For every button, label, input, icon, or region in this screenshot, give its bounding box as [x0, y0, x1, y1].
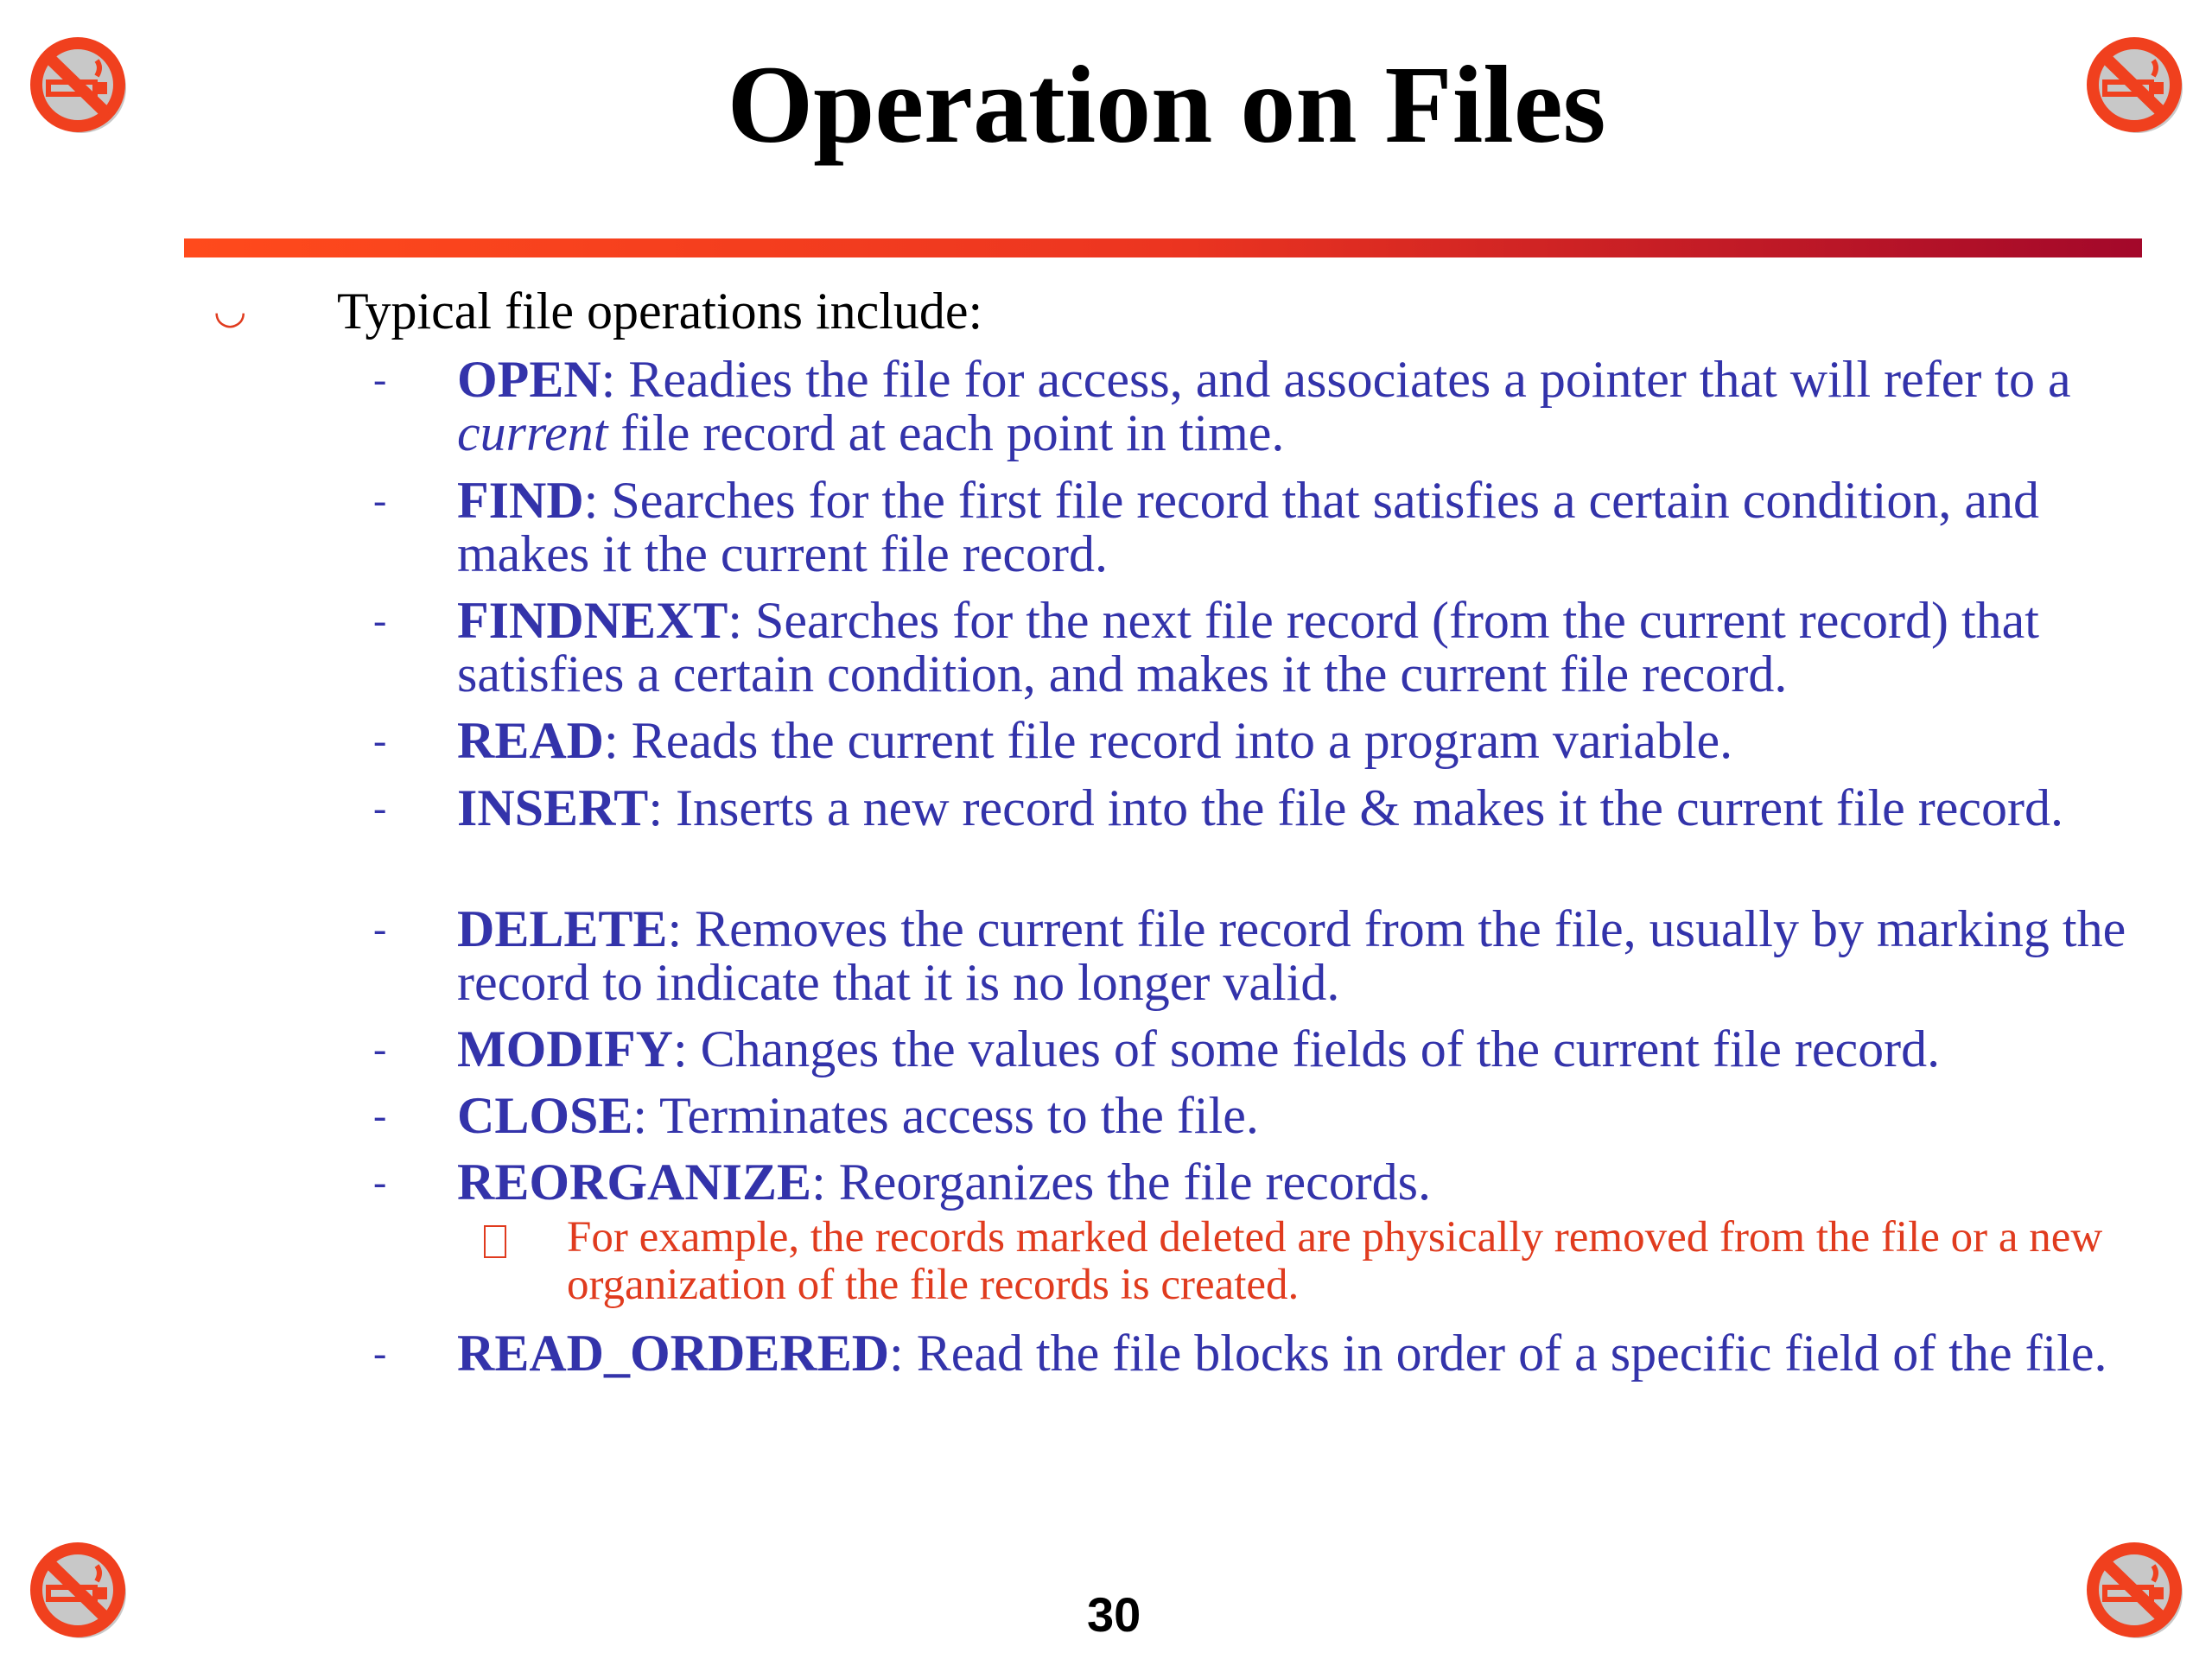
- operation-description: : Changes the values of some fields of the current file record.: [672, 1020, 1941, 1077]
- dash-bullet: -: [373, 1160, 387, 1204]
- page-title: Operation on Files: [727, 43, 1606, 166]
- reorganize-example: For example, the records marked deleted are physically removed from the file or a new organization of the file records is created.: [567, 1213, 2103, 1309]
- title-divider: [184, 238, 2142, 257]
- operation-text: [457, 902, 2142, 1009]
- dash-bullet: -: [373, 785, 387, 830]
- operation-keyword: READ_ORDERED: [457, 1325, 890, 1382]
- operation-description: : Removes the current file record from the file, usually by marking the record to indicate that it is no longer valid.: [457, 900, 2126, 1011]
- operation-description: : Terminates access to the file.: [632, 1087, 1259, 1144]
- operation-keyword: INSERT: [457, 779, 649, 836]
- operation-description: : Searches for the next file record (from the current record) that satisfies a certain condition, and makes it the current file record.: [457, 592, 2039, 702]
- operation-description: : Reads the current file record into a program variable.: [604, 712, 1733, 769]
- emphasis-text: current: [457, 404, 608, 461]
- operation-text: [457, 781, 2142, 835]
- dash-bullet: -: [373, 357, 387, 401]
- square-bullet-icon: [484, 1225, 506, 1258]
- operation-description: : Read the file blocks in order of a specific field of the file.: [889, 1325, 2107, 1382]
- operation-description: : Reorganizes the file records.: [811, 1154, 1432, 1211]
- operation-keyword: FINDNEXT: [457, 592, 728, 649]
- operation-text: [457, 1022, 2142, 1076]
- dash-bullet: -: [373, 1093, 387, 1137]
- operation-text: [457, 1089, 2142, 1142]
- operation-keyword: DELETE: [457, 900, 668, 957]
- operation-keyword: FIND: [457, 472, 584, 529]
- operation-keyword: MODIFY: [457, 1020, 673, 1077]
- operation-keyword: READ: [457, 712, 605, 769]
- dash-bullet: -: [373, 906, 387, 950]
- dash-bullet: -: [373, 478, 387, 522]
- operation-text: [457, 353, 2142, 460]
- operation-text: [457, 594, 2142, 701]
- operation-text: [457, 1155, 2142, 1209]
- dash-bullet: -: [373, 718, 387, 762]
- intro-text: Typical file operations include:: [337, 283, 983, 340]
- dash-bullet: -: [373, 598, 387, 642]
- operation-description: : Searches for the first file record that satisfies a certain condition, and makes it the current file record.: [457, 472, 2040, 582]
- operation-description: file record at each point in time.: [607, 404, 1285, 461]
- no-smoking-icon: [2084, 1540, 2188, 1643]
- bullet-icon: ◡: [213, 289, 247, 332]
- dash-bullet: -: [373, 1331, 387, 1375]
- operation-text: [457, 714, 2142, 767]
- page-number: 30: [1087, 1587, 1141, 1642]
- operation-text: [457, 1326, 2142, 1380]
- operation-keyword: CLOSE: [457, 1087, 633, 1144]
- operation-description: : Inserts a new record into the file & makes it the current file record.: [648, 779, 2064, 836]
- dash-bullet: -: [373, 1027, 387, 1071]
- operation-keyword: REORGANIZE: [457, 1154, 812, 1211]
- operation-description: : Readies the file for access, and associates a pointer that will refer to a: [601, 351, 2071, 408]
- operation-keyword: OPEN: [457, 351, 601, 408]
- no-smoking-icon: [28, 1540, 131, 1643]
- operation-text: [457, 474, 2142, 581]
